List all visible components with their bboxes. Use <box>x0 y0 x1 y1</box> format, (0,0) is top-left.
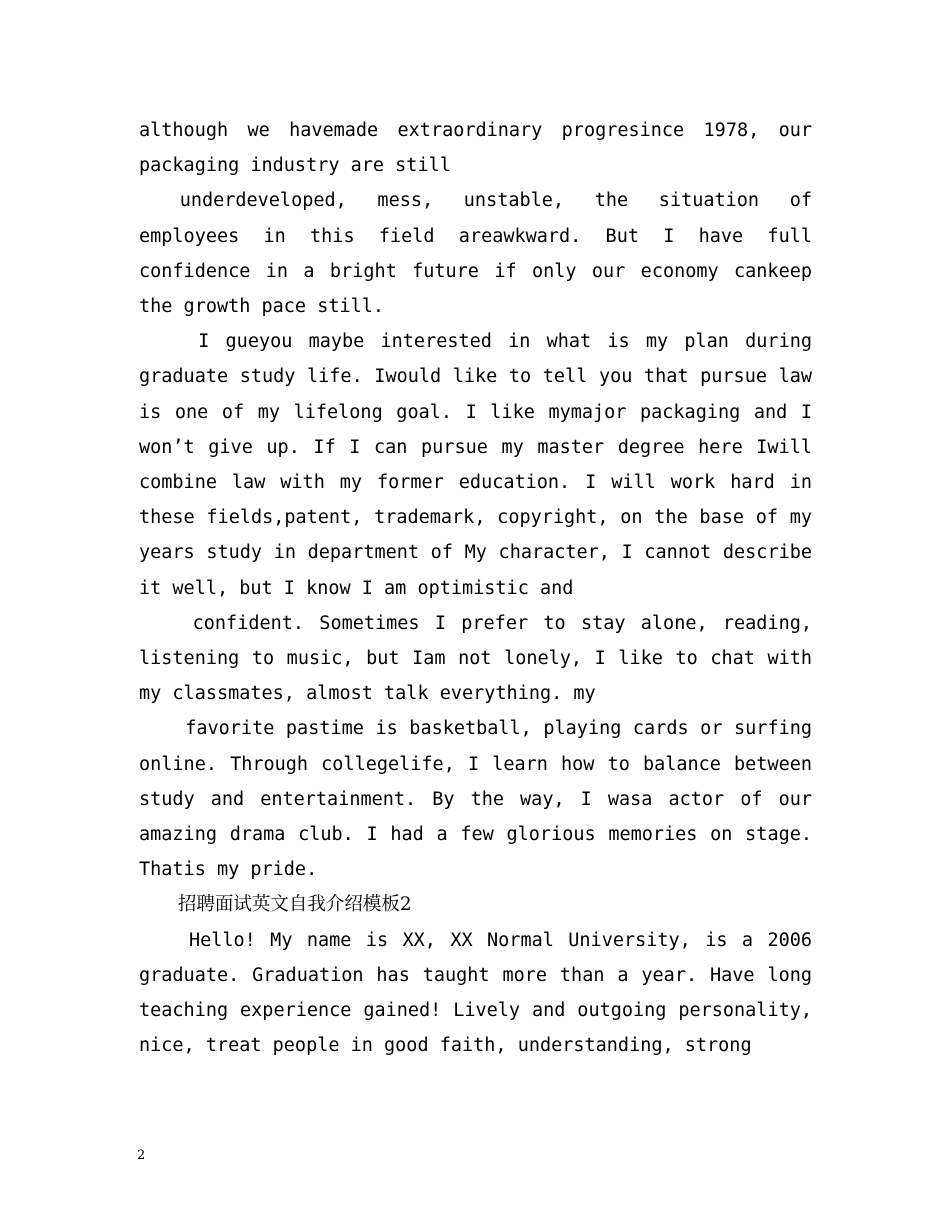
paragraph: I gueyou maybe interested in what is my plan during graduate study life. Iwould like to tell you that pursue law is one of my lifelong goal. I like mymajor packaging and I won’t give up. If I can pursue my master degree here Iwill combine law with my former education. I will work hard in these fields,patent, trademark, copyright, on the base of my years study in department of My character, I cannot describe it well, but I know I am optimistic and <box>139 331 812 599</box>
page-number: 2 <box>137 1148 146 1163</box>
paragraph: favorite pastime is basketball, playing cards or surfing online. Through collegelife, I learn how to balance between study and entertainment. By the way, I wasa actor of our amazing drama club. I had a few glorious memories on stage. Thatis my pride. <box>139 718 812 881</box>
paragraph: confident. Sometimes I prefer to stay alone, reading, listening to music, but Iam not lonely, I like to chat with my classmates, almost talk everything. my <box>139 612 812 705</box>
paragraph: although we havemade extraordinary progresince 1978, our packaging industry are still <box>139 120 812 177</box>
section-heading: 招聘面试英文自我介绍模板2 <box>177 894 412 916</box>
paragraph: underdeveloped, mess, unstable, the situation of employees in this field areawkward. But I have full confidence in a bright future if only our economy cankeep the growth pace still. <box>139 190 812 318</box>
body-text <box>139 113 812 1063</box>
paragraph: Hello! My name is XX, XX Normal University, is a 2006 graduate. Graduation has taught more than a year. Have long teaching experience gained! Lively and outgoing personality, nice, treat people in good faith, understanding, strong <box>139 929 812 1057</box>
